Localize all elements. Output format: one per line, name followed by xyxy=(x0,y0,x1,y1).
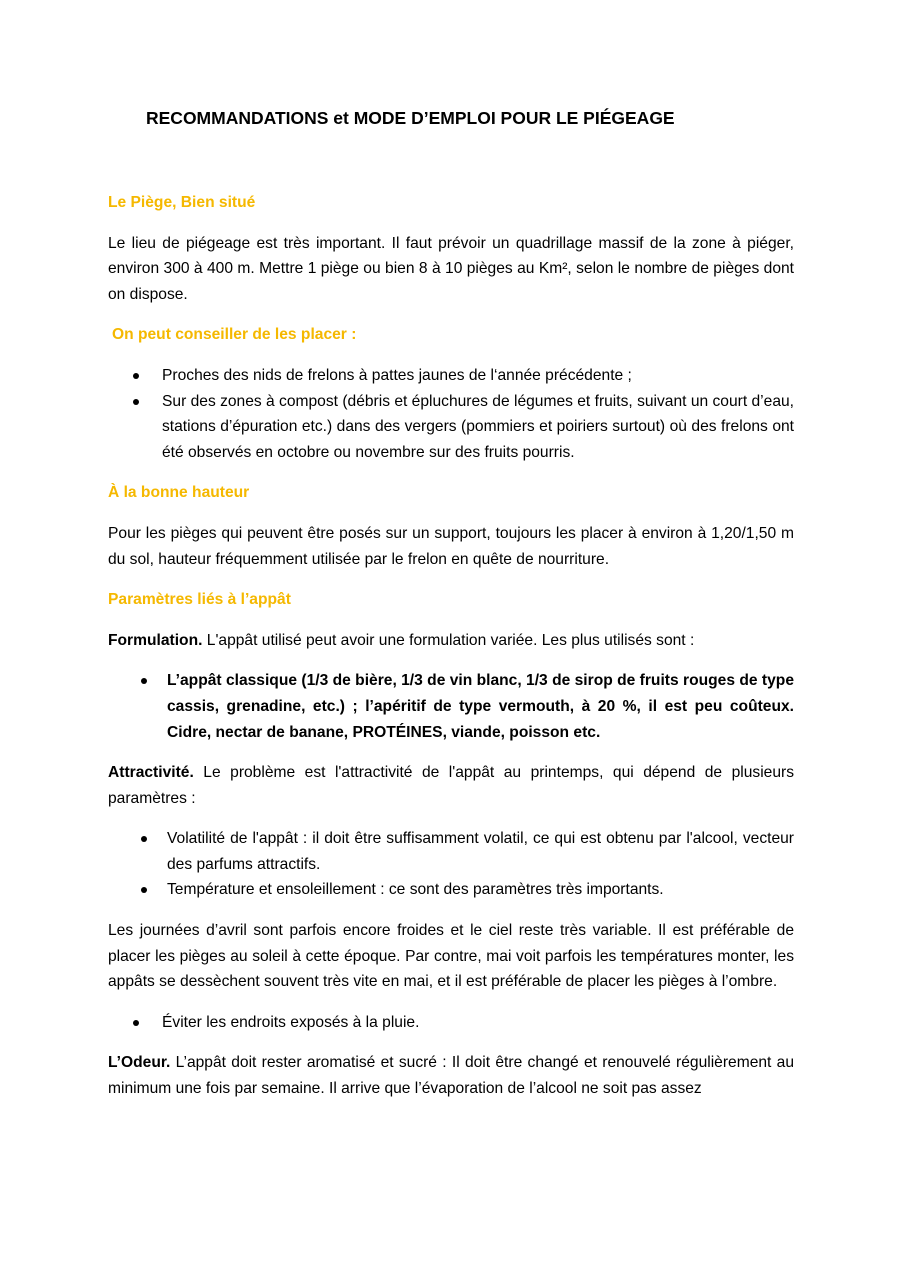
label-odor: L’Odeur. xyxy=(108,1054,171,1072)
list-attractivity xyxy=(108,826,794,903)
list-item: L’appât classique (1/3 de bière, 1/3 de vin blanc, 1/3 de sirop de fruits rouges de type cassis, grenadine, etc.) ; l’apéritif de type vermouth, à 20 %, il est peu coûteux. Cidre, nectar de banane, PROTÉINES, viande, poisson etc. xyxy=(108,668,794,745)
paragraph-attractivity xyxy=(108,760,794,811)
list-item: Sur des zones à compost (débris et épluchures de légumes et fruits, suivant un court d’eau, stations d’épuration etc.) dans des vergers (pommiers et poiriers surtout) où des frelons ont été observés en octobre ou novembre sur des fruits pourris. xyxy=(108,389,794,466)
list-formulation xyxy=(108,668,794,745)
text-formulation: L'appât utilisé peut avoir une formulation variée. Les plus utilisés sont : xyxy=(202,631,695,649)
paragraph-april-may: Les journées d’avril sont parfois encore froides et le ciel reste très variable. Il est préférable de placer les pièges au soleil à cette époque. Par contre, mai voit parfois les températures monter, les appâts se dessèchent souvent très vite en mai, et il est préférable de placer les pièges à l’ombre. xyxy=(108,922,794,991)
heading-bait-parameters: Paramètres liés à l’appât xyxy=(108,591,291,609)
list-item: Volatilité de l'appât : il doit être suffisamment volatil, ce qui est obtenu par l'alcool, vecteur des parfums attractifs. xyxy=(108,826,794,877)
heading-trap-height: À la bonne hauteur xyxy=(108,484,250,502)
list-rain xyxy=(108,1010,794,1036)
label-formulation: Formulation. xyxy=(108,631,203,649)
list-item: Température et ensoleillement : ce sont des paramètres très importants. xyxy=(108,877,794,903)
list-item: Éviter les endroits exposés à la pluie. xyxy=(108,1010,794,1036)
subheading-placement-advice: On peut conseiller de les placer : xyxy=(112,326,357,344)
list-placement-advice xyxy=(108,363,794,465)
paragraph-odor xyxy=(108,1050,794,1101)
list-item: Proches des nids de frelons à pattes jaunes de l‘année précédente ; xyxy=(108,363,794,389)
heading-trap-location: Le Piège, Bien situé xyxy=(108,194,256,211)
text-attractivity: Le problème est l'attractivité de l'appât au printemps, qui dépend de plusieurs paramètres : xyxy=(108,764,794,807)
text-odor: L’appât doit rester aromatisé et sucré : Il doit être changé et renouvelé régulièrement au minimum une fois par semaine. Il arrive que l’évaporation de l’alcool ne soit pas assez xyxy=(108,1054,794,1098)
paragraph-trap-location: Le lieu de piégeage est très important. Il faut prévoir un quadrillage massif de la zone à piéger, environ 300 à 400 m. Mettre 1 piège ou bien 8 à 10 pièges au Km², selon le nombre de pièges dont on dispose. xyxy=(108,234,794,303)
paragraph-trap-height: Pour les pièges qui peuvent être posés sur un support, toujours les placer à environ à 1,20/1,50 m du sol, hauteur fréquemment utilisée par le frelon en quête de nourriture. xyxy=(108,524,794,568)
document-title: RECOMMANDATIONS et MODE D’EMPLOI POUR LE PIÉGEAGE xyxy=(146,108,675,128)
label-attractivity: Attractivité. xyxy=(108,764,194,782)
paragraph-formulation xyxy=(108,628,794,654)
document-body xyxy=(108,190,794,1102)
